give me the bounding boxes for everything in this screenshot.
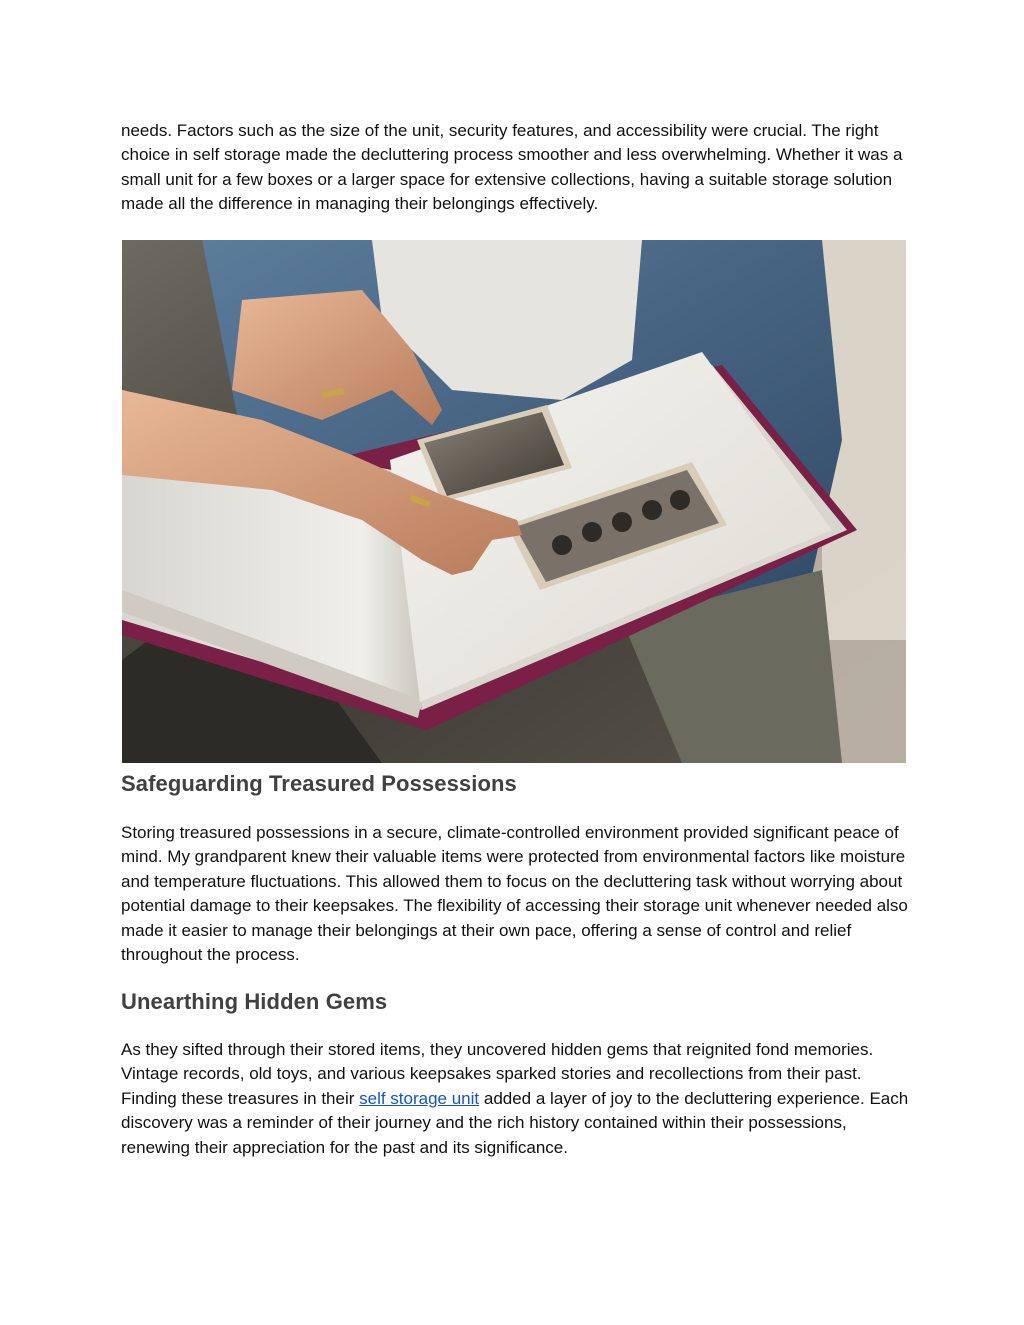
photo-album-image bbox=[122, 240, 906, 763]
safeguarding-paragraph: Storing treasured possessions in a secure, climate-controlled environment provided significant peace of mind. My grandparent knew their valuable items were protected from environmental factors like moisture and temperature fluctuations. This allowed them to focus on the decluttering task without worrying about potential damage to their keepsakes. The flexibility of accessing their storage unit whenever needed also made it easier to manage their belongings at their own pace, offering a sense of control and relief throughout the process. bbox=[121, 823, 908, 965]
unearthing-text-before: As they sifted through their stored items, they uncovered hidden gems that reignited fond memories. Vintage records, old toys, and various keepsakes sparked stories and recollections from their past. Finding these treasures in their bbox=[121, 1040, 874, 1108]
self-storage-unit-link[interactable]: self storage unit bbox=[359, 1088, 480, 1108]
intro-paragraph: needs. Factors such as the size of the unit, security features, and accessibility were crucial. The right choice in self storage made the decluttering process smoother and less overwhelming. Whether it was a small unit for a few boxes or a larger space for extensive collections, having a suitable storage solution made all the difference in managing their belongings effectively. bbox=[121, 121, 903, 214]
unearthing-paragraph bbox=[121, 1038, 911, 1160]
section-heading-unearthing: Unearthing Hidden Gems bbox=[121, 989, 388, 1014]
unearthing-text-after: added a layer of joy to the decluttering experience. Each discovery was a reminder of their journey and the rich history contained within their possessions, renewing their appreciation for the past and its significance. bbox=[121, 1088, 909, 1157]
section-heading-safeguarding: Safeguarding Treasured Possessions bbox=[121, 771, 517, 796]
